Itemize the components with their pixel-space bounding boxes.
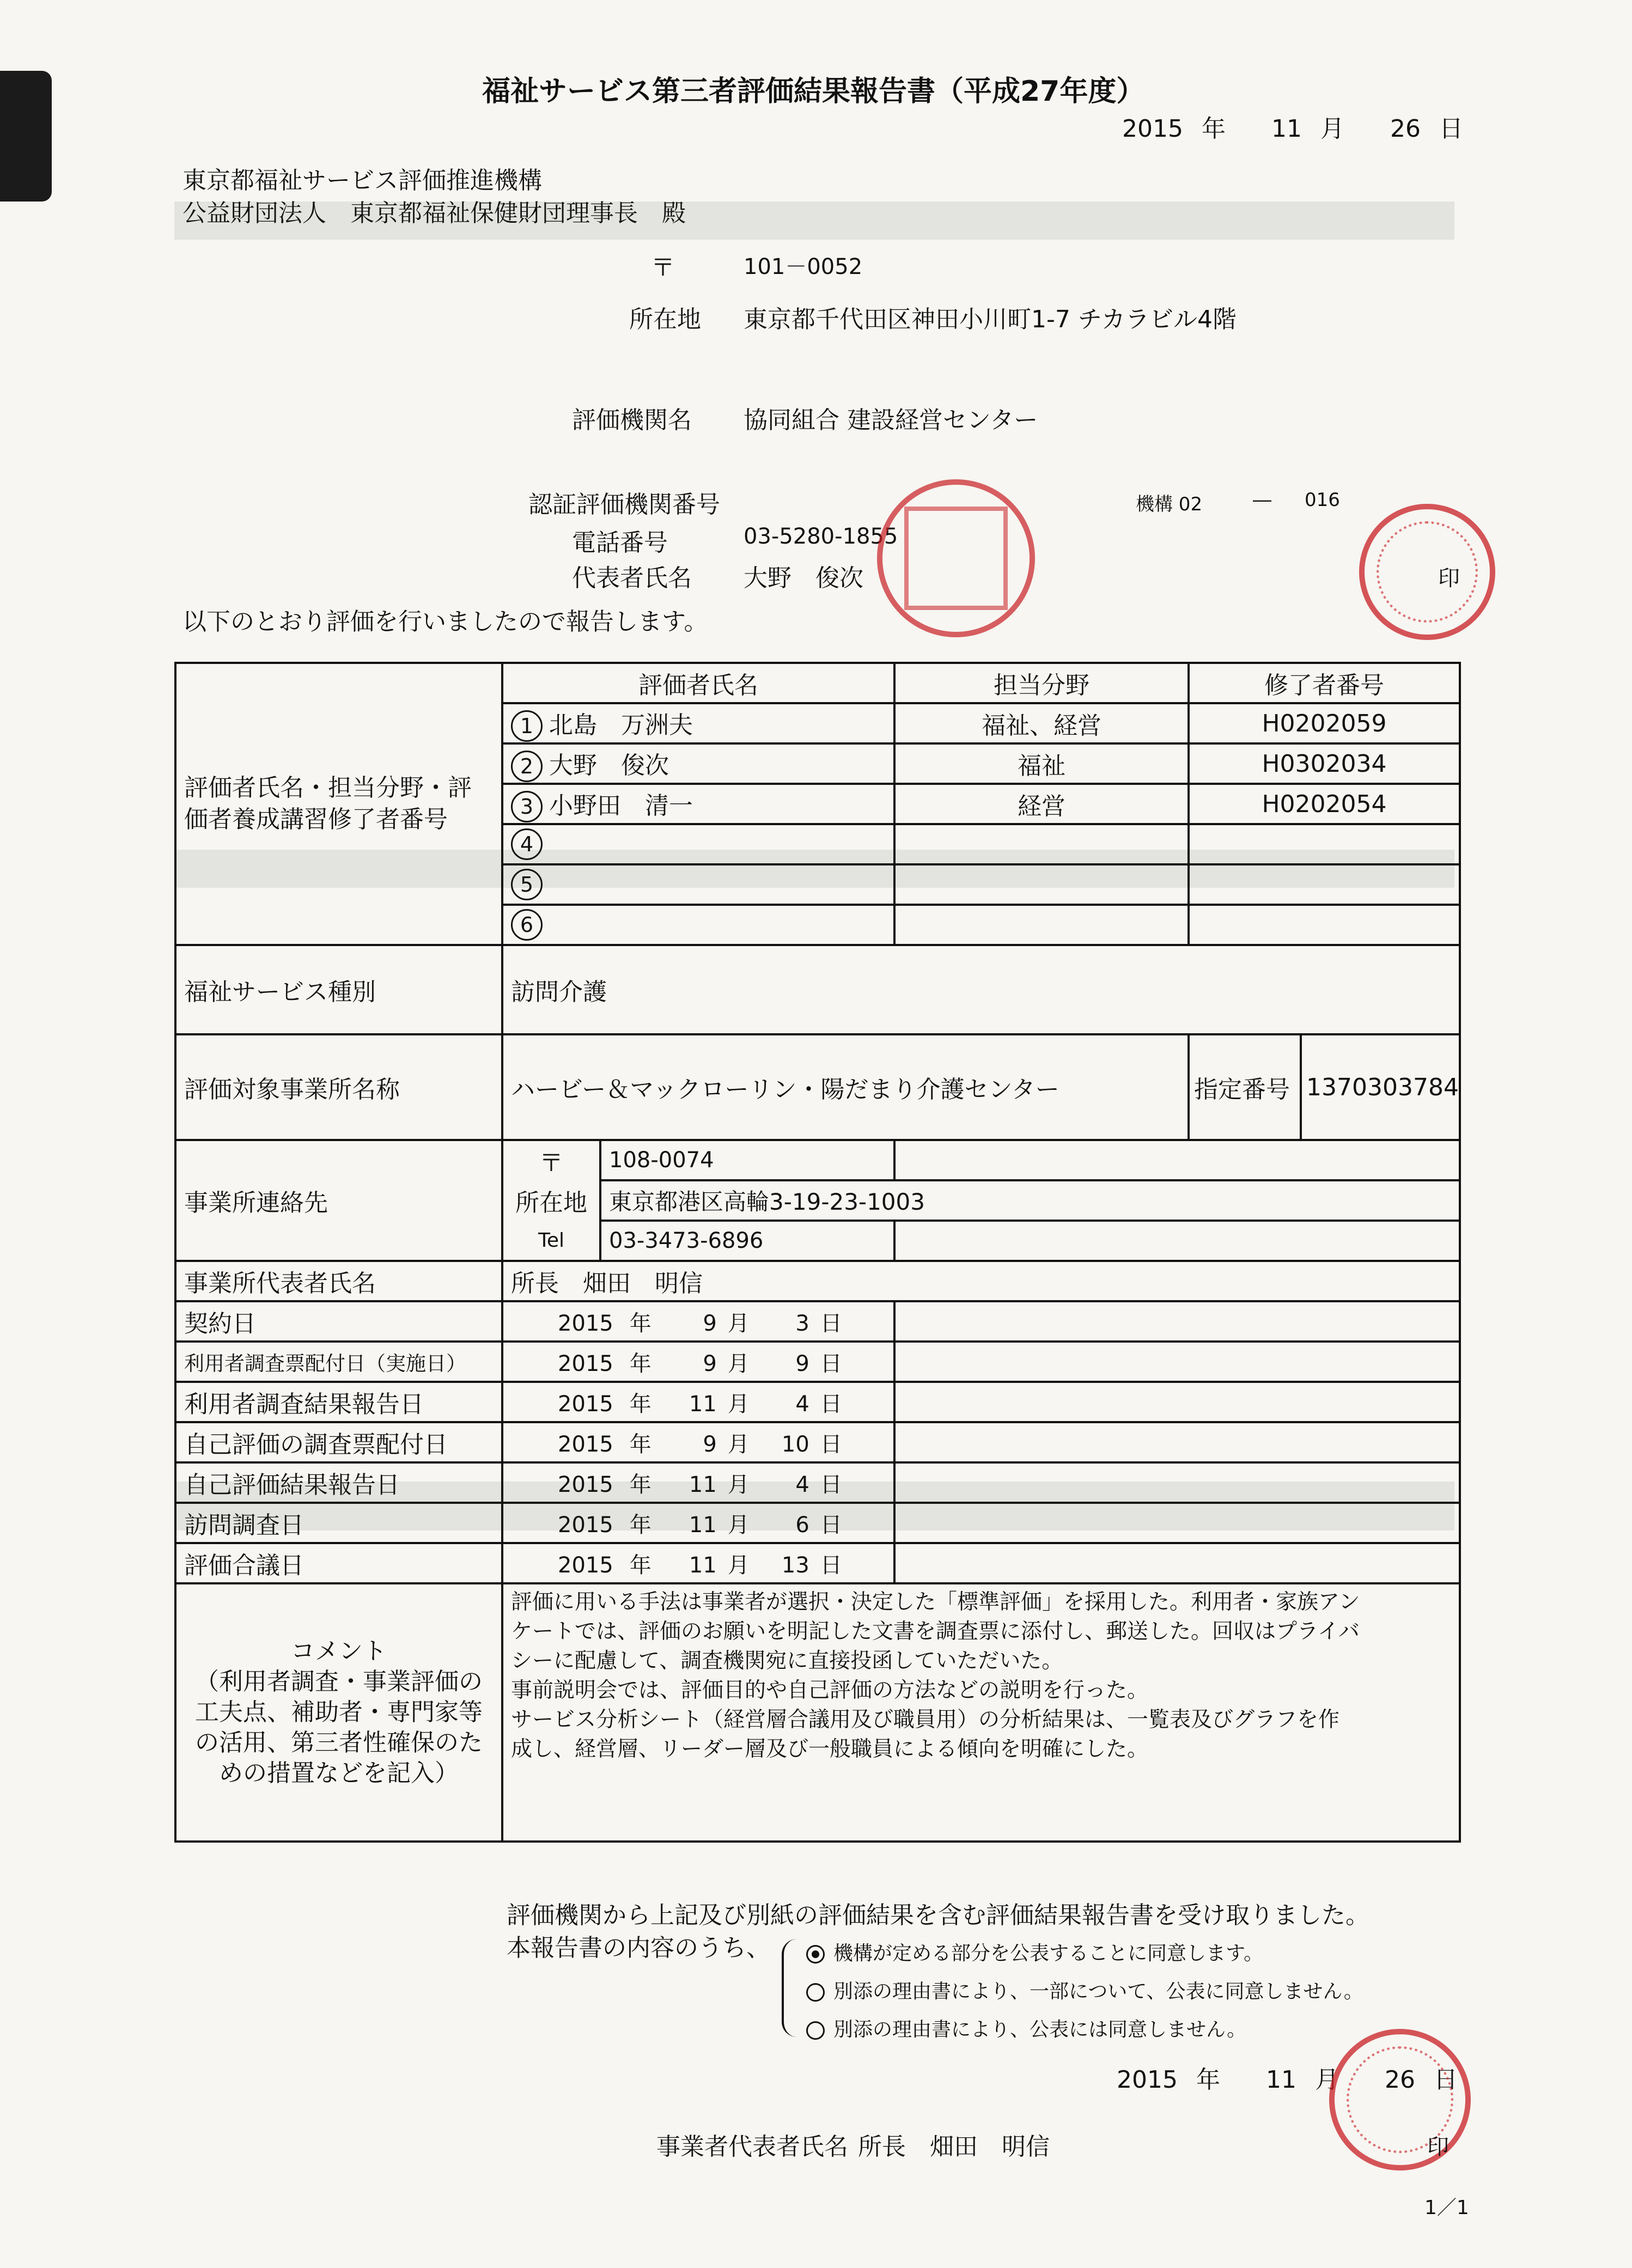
date-day: 6	[795, 1512, 809, 1538]
date-month-unit: 月	[727, 1552, 750, 1578]
org-cert-prefix: 機構 02	[1136, 493, 1203, 515]
evaluator-field: 福祉	[894, 743, 1189, 784]
report-date-month-unit: 月	[1320, 115, 1344, 143]
evaluator-field	[894, 905, 1189, 945]
date-day-unit: 日	[820, 1472, 842, 1497]
date-month: 11	[689, 1391, 717, 1417]
ack-option[interactable]	[806, 1938, 1263, 1966]
org-postal-mark: 〒	[651, 254, 675, 282]
date-blank	[894, 1382, 1460, 1422]
designation-label: 指定番号	[1189, 1034, 1301, 1140]
org-address-label: 所在地	[629, 306, 701, 333]
ack-date-month-unit: 月	[1314, 2066, 1339, 2094]
comment-line: 評価に用いる手法は事業者が選択・決定した「標準評価」を採用した。利用者・家族アン	[511, 1590, 1360, 1614]
ack-option-label: 別添の理由書により、一部について、公表に同意しません。	[833, 1980, 1363, 2003]
comment-body	[502, 1583, 1460, 1842]
representative-label: 事業所代表者氏名	[175, 1261, 502, 1301]
intro-text: 以下のとおり評価を行いましたので報告します。	[182, 608, 708, 636]
contact-address-label: 所在地	[502, 1180, 600, 1221]
date-day: 3	[795, 1310, 809, 1336]
evaluator-row-number: 2	[511, 751, 543, 782]
org-phone: 03-5280-1855	[744, 524, 898, 549]
date-row-label: 自己評価結果報告日	[175, 1462, 502, 1503]
evaluator-row-number: 6	[511, 909, 543, 941]
signer-name: 所長 畑田 明信	[858, 2133, 1050, 2161]
date-row-label: 契約日	[175, 1301, 502, 1342]
binder-clip	[0, 71, 52, 202]
ack-line1: 評価機関から上記及び別紙の評価結果を含む評価結果報告書を受け取りました。	[507, 1901, 1369, 1929]
date-year: 2015	[558, 1512, 613, 1538]
evaluators-row-label: 評価者氏名・担当分野・評価者養成講習修了者番号	[175, 663, 502, 945]
org-address: 東京都千代田区神田小川町1-7 チカラビル4階	[744, 306, 1237, 333]
evaluator-row-number: 3	[511, 791, 543, 822]
comment-label	[175, 1583, 502, 1842]
evaluator-name: 大野 俊次	[549, 751, 669, 779]
evaluator-row-number: 5	[511, 869, 543, 900]
evaluator-name: 北島 万洲夫	[549, 711, 693, 739]
report-date	[1122, 109, 1463, 144]
date-month-unit: 月	[727, 1472, 750, 1497]
comment-line: シーに配慮して、調査機関宛に直接投函していただいた。	[511, 1649, 1063, 1673]
signer-label: 事業者代表者氏名	[656, 2133, 848, 2161]
evaluator-field	[894, 864, 1189, 905]
date-blank	[894, 1422, 1460, 1462]
date-year-unit: 年	[629, 1391, 651, 1417]
contact-postal-mark: 〒	[502, 1140, 600, 1180]
evaluator-row-number: 4	[511, 828, 543, 860]
report-date-year-unit: 年	[1201, 115, 1226, 143]
date-row	[175, 1382, 1460, 1422]
date-year-unit: 年	[629, 1552, 651, 1578]
date-day: 13	[781, 1552, 809, 1578]
ack-line2: 本報告書の内容のうち、	[507, 1934, 770, 1962]
contact-postal-code: 108-0074	[600, 1140, 894, 1180]
designation-number: 1370303784	[1301, 1034, 1460, 1140]
date-month-unit: 月	[727, 1310, 750, 1336]
ack-date-year-unit: 年	[1196, 2066, 1220, 2094]
evaluators-header-field: 担当分野	[894, 663, 1189, 703]
date-year-unit: 年	[629, 1351, 651, 1376]
date-row-label: 評価合議日	[175, 1543, 502, 1583]
org-phone-label: 電話番号	[572, 529, 668, 557]
contact-tel-label: Tel	[502, 1221, 600, 1261]
date-year: 2015	[558, 1472, 613, 1497]
date-year: 2015	[558, 1310, 613, 1336]
ack-brace	[782, 1939, 797, 2037]
org-name-label: 評価機関名	[572, 406, 692, 434]
org-postal-code: 101－0052	[744, 254, 863, 279]
service-type-value: 訪問介護	[502, 945, 1460, 1034]
date-blank	[894, 1462, 1460, 1503]
date-month: 11	[689, 1552, 717, 1578]
date-row-label: 自己評価の調査票配付日	[175, 1422, 502, 1462]
evaluator-cert: H0202059	[1189, 703, 1460, 743]
business-seal-stamp	[1329, 2029, 1471, 2171]
contact-address: 東京都港区高輪3-19-23-1003	[600, 1180, 1460, 1221]
date-row	[175, 1462, 1460, 1503]
ack-option[interactable]	[806, 2014, 1246, 2042]
radio-unselected-icon[interactable]	[806, 1983, 825, 2002]
evaluator-cert	[1189, 824, 1460, 864]
date-day: 4	[795, 1472, 809, 1497]
date-row-label: 利用者調査票配付日（実施日）	[175, 1342, 502, 1382]
facility-name: ハービー＆マックローリン・陽だまり介護センター	[502, 1034, 1189, 1140]
date-month: 11	[689, 1472, 717, 1497]
evaluation-table	[174, 662, 1461, 1843]
evaluator-cert: H0302034	[1189, 743, 1460, 784]
comment-label-title: コメント	[291, 1637, 387, 1665]
evaluator-field: 経営	[894, 784, 1189, 824]
comment-line: 事前説明会では、評価目的や自己評価の方法などの説明を行った。	[511, 1678, 1149, 1703]
addressee-line1: 東京都福祉サービス評価推進機構	[182, 167, 542, 194]
org-seal-char: 印	[1438, 566, 1460, 591]
contact-label: 事業所連絡先	[175, 1140, 502, 1261]
ack-option[interactable]	[806, 1976, 1363, 2004]
service-type-label: 福祉サービス種別	[175, 945, 502, 1034]
ack-date-day-unit: 日	[1433, 2066, 1458, 2094]
report-date-year: 2015	[1122, 115, 1183, 143]
ack-option-label: 別添の理由書により、公表には同意しません。	[833, 2019, 1247, 2041]
date-month: 9	[703, 1310, 717, 1336]
evaluator-field	[894, 824, 1189, 864]
date-year-unit: 年	[629, 1472, 651, 1497]
evaluator-row-number: 1	[511, 710, 543, 742]
radio-selected-icon[interactable]	[806, 1945, 825, 1964]
ack-option-label: 機構が定める部分を公表することに同意します。	[833, 1942, 1264, 1965]
date-row-label: 訪問調査日	[175, 1503, 502, 1543]
date-year: 2015	[558, 1552, 613, 1578]
org-name: 協同組合 建設経営センター	[744, 406, 1038, 434]
evaluator-cert	[1189, 864, 1460, 905]
evaluators-header-cert: 修了者番号	[1189, 663, 1460, 703]
date-year: 2015	[558, 1431, 613, 1457]
contact-tel: 03-3473-6896	[600, 1221, 894, 1261]
comment-line: 成し、経営層、リーダー層及び一般職員による傾向を明確にした。	[511, 1737, 1149, 1761]
date-month-unit: 月	[727, 1351, 750, 1376]
date-year-unit: 年	[629, 1512, 651, 1538]
org-cert-dash: ―	[1253, 489, 1271, 511]
ack-date-month: 11	[1265, 2066, 1296, 2094]
addressee-line2: 公益財団法人 東京都福祉保健財団理事長 殿	[182, 199, 686, 227]
date-year: 2015	[558, 1351, 613, 1376]
radio-unselected-icon[interactable]	[806, 2021, 825, 2040]
date-row	[175, 1503, 1460, 1543]
date-day: 4	[795, 1391, 809, 1417]
report-date-month: 11	[1271, 115, 1302, 143]
evaluators-header-name: 評価者氏名	[502, 663, 894, 703]
date-day: 10	[781, 1431, 809, 1457]
ack-date-day: 26	[1384, 2066, 1415, 2094]
date-blank	[894, 1342, 1460, 1382]
date-month-unit: 月	[727, 1512, 750, 1538]
contact-tel-blank	[894, 1221, 1460, 1261]
org-cert-label: 認証評価機関番号	[528, 491, 720, 519]
page-number: 1／1	[1424, 2197, 1469, 2219]
evaluator-field: 福祉、経営	[894, 703, 1189, 743]
date-row	[175, 1301, 1460, 1342]
date-day-unit: 日	[820, 1552, 842, 1578]
document-title: 福祉サービス第三者評価結果報告書（平成27年度）	[482, 75, 1145, 108]
comment-line: ケートでは、評価のお願いを明記した文書を調査票に添付し、郵送した。回収はプライバ	[511, 1619, 1360, 1644]
org-rep-label: 代表者氏名	[572, 564, 692, 592]
date-day-unit: 日	[820, 1512, 842, 1538]
comment-line: サービス分析シート（経営層合議用及び職員用）の分析結果は、一覧表及びグラフを作	[511, 1708, 1340, 1732]
date-month-unit: 月	[727, 1391, 750, 1417]
org-rep-name: 大野 俊次	[744, 564, 863, 592]
evaluator-cert	[1189, 905, 1460, 945]
date-blank	[894, 1301, 1460, 1342]
comment-label-body: （利用者調査・事業評価の工夫点、補助者・専門家等の活用、第三者性確保のための措置などを記入）	[195, 1668, 483, 1787]
date-day-unit: 日	[820, 1431, 842, 1457]
date-month: 9	[703, 1431, 717, 1457]
ack-date-year: 2015	[1117, 2066, 1178, 2094]
report-date-day: 26	[1390, 115, 1421, 143]
date-year-unit: 年	[629, 1310, 651, 1336]
date-row	[175, 1422, 1460, 1462]
date-day: 9	[795, 1351, 809, 1376]
facility-label: 評価対象事業所名称	[175, 1034, 502, 1140]
org-seal-stamp	[877, 479, 1035, 637]
date-row	[175, 1342, 1460, 1382]
date-year: 2015	[558, 1391, 613, 1417]
evaluator-cert: H0202054	[1189, 784, 1460, 824]
signer-seal-char: 印	[1427, 2135, 1449, 2160]
rep-seal-stamp	[1359, 504, 1495, 640]
org-cert-number: 016	[1305, 489, 1340, 511]
date-month-unit: 月	[727, 1431, 750, 1457]
representative-name: 所長 畑田 明信	[502, 1261, 1460, 1301]
date-day-unit: 日	[820, 1351, 842, 1376]
date-month: 11	[689, 1512, 717, 1538]
date-day-unit: 日	[820, 1310, 842, 1336]
date-year-unit: 年	[629, 1431, 651, 1457]
date-row-label: 利用者調査結果報告日	[175, 1382, 502, 1422]
contact-postal-blank	[894, 1140, 1460, 1180]
date-blank	[894, 1543, 1460, 1583]
date-day-unit: 日	[820, 1391, 842, 1417]
date-month: 9	[703, 1351, 717, 1376]
date-blank	[894, 1503, 1460, 1543]
evaluator-name: 小野田 清一	[549, 791, 693, 820]
report-date-day-unit: 日	[1439, 115, 1463, 143]
date-row	[175, 1543, 1460, 1583]
